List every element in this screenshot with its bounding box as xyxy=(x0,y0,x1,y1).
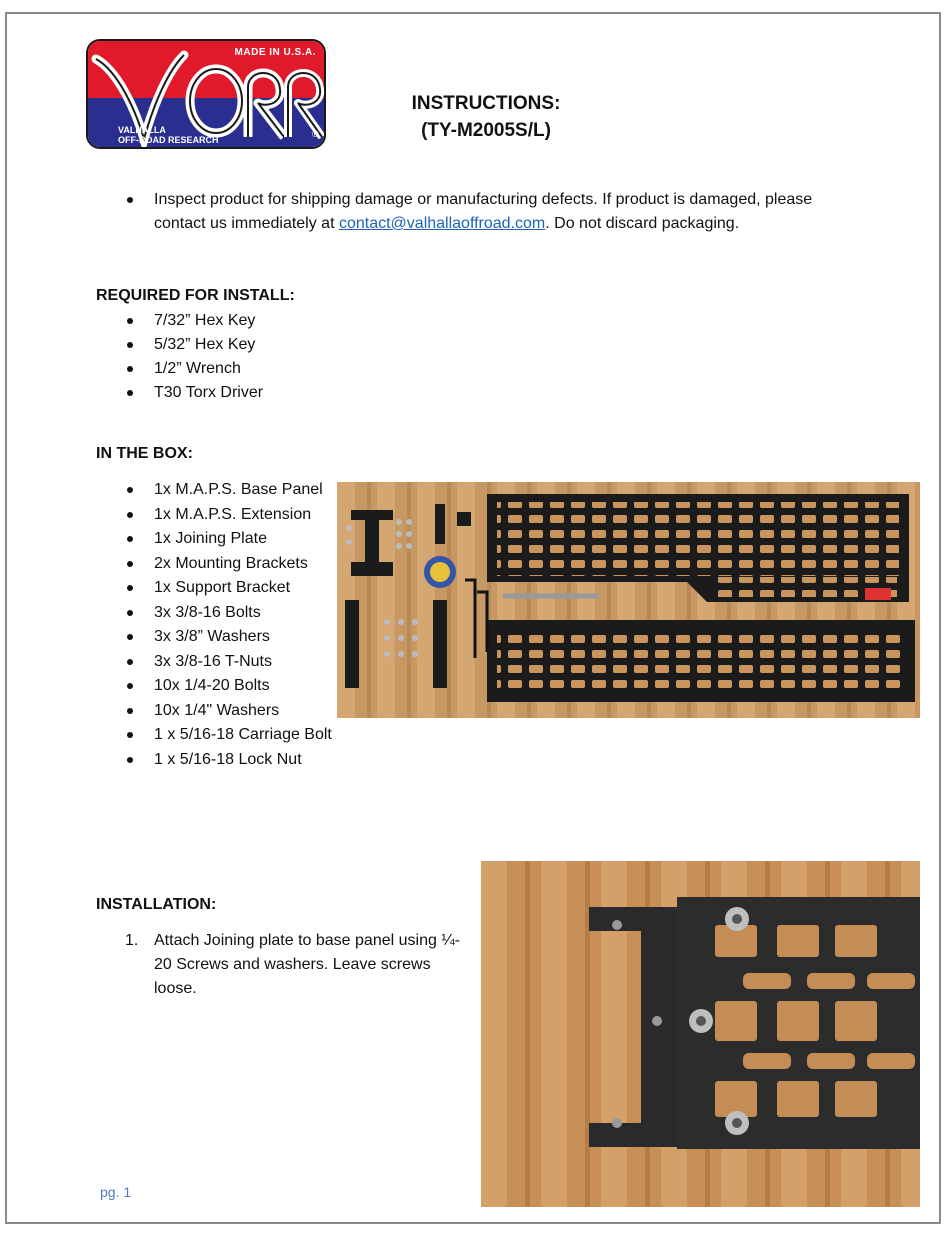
list-item: 5/32” Hex Key xyxy=(96,333,396,357)
intro-paragraph xyxy=(96,188,856,236)
page-title-line1: INSTRUCTIONS: xyxy=(411,93,561,114)
step-text-line2: 20 Screws and washers. Leave screws xyxy=(154,956,431,973)
vorr-logo xyxy=(86,39,326,149)
step-text-line3: loose. xyxy=(154,980,197,997)
logo-brand-line2: OFF-ROAD RESEARCH xyxy=(118,135,219,145)
installation-heading: INSTALLATION: xyxy=(96,896,217,913)
page-title-line2: (TY-M2005S/L) xyxy=(421,120,551,141)
list-item: 3x 3/8” Washers xyxy=(96,625,341,650)
in-box-heading: IN THE BOX: xyxy=(96,445,193,462)
parts-layout-photo xyxy=(337,482,920,718)
intro-bullet xyxy=(96,188,856,236)
step-number: 1. xyxy=(125,932,139,949)
list-item: 10x 1/4" Washers xyxy=(96,699,341,724)
joining-plate-photo xyxy=(481,861,920,1207)
installation-step-1 xyxy=(96,929,476,1001)
list-item: 3x 3/8-16 T-Nuts xyxy=(96,650,341,675)
page-number: pg. 1 xyxy=(100,1184,132,1200)
step-text-line1: Attach Joining plate to base panel using ¼- xyxy=(154,932,460,949)
required-heading: REQUIRED FOR INSTALL: xyxy=(96,287,295,304)
list-item: 1 x 5/16-18 Carriage Bolt xyxy=(96,723,341,748)
in-box-list xyxy=(96,478,341,772)
list-item: 10x 1/4-20 Bolts xyxy=(96,674,341,699)
required-list xyxy=(96,309,396,405)
intro-text: Inspect product for shipping damage or manufacturing defects. If product is damaged, please contact us immediately at xyxy=(154,191,813,232)
list-item: 1x Support Bracket xyxy=(96,576,341,601)
contact-email-link[interactable]: contact@valhallaoffroad.com xyxy=(338,215,546,232)
intro-text-end: . Do not discard packaging. xyxy=(545,215,740,232)
list-item: 1/2” Wrench xyxy=(96,357,396,381)
list-item: 3x 3/8-16 Bolts xyxy=(96,601,341,626)
list-item: T30 Torx Driver xyxy=(96,381,396,405)
list-item: 2x Mounting Brackets xyxy=(96,552,341,577)
list-item: 1 x 5/16-18 Lock Nut xyxy=(96,748,341,773)
logo-brand-line1: VALHALLA xyxy=(118,125,166,135)
list-item: 1x M.A.P.S. Base Panel xyxy=(96,478,341,503)
logo-registered-mark: ® xyxy=(312,129,319,139)
logo-made-in-text: MADE IN U.S.A. xyxy=(234,47,316,58)
list-item: 1x Joining Plate xyxy=(96,527,341,552)
list-item: 1x M.A.P.S. Extension xyxy=(96,503,341,528)
list-item: 7/32” Hex Key xyxy=(96,309,396,333)
